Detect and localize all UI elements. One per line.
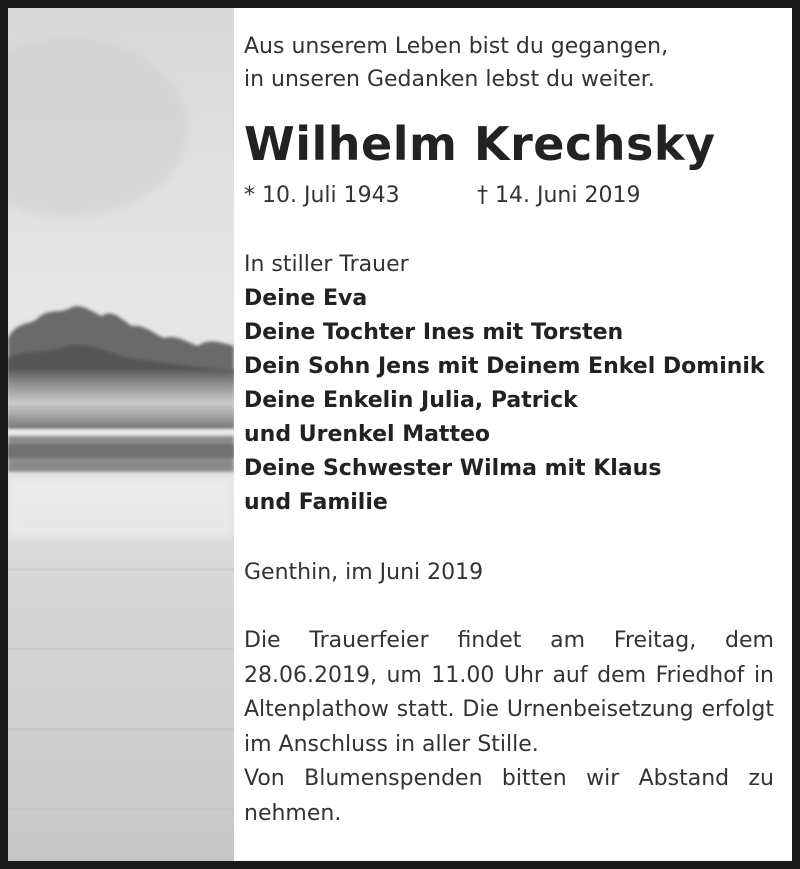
flowers-note: Von Blumenspenden bitten wir Abstand zu nehmen. [244, 766, 774, 826]
mourner-line: Deine Schwester Wilma mit Klaus [244, 456, 662, 481]
mourners-list [244, 282, 774, 520]
mourner-line: Deine Eva [244, 286, 368, 311]
misty-lake-image [8, 8, 234, 861]
deceased-name: Wilhelm Krechsky [244, 117, 716, 171]
verse [244, 30, 774, 96]
birth-date: * 10. Juli 1943 [244, 183, 400, 208]
mourner-line: Deine Tochter Ines mit Torsten [244, 320, 624, 345]
funeral-notice [244, 624, 774, 831]
mourner-line: und Urenkel Matteo [244, 422, 490, 447]
life-dates [244, 180, 774, 212]
mourner-line: und Familie [244, 490, 388, 515]
place-and-date: Genthin, im Juni 2019 [244, 560, 484, 585]
mourning-intro: In stiller Trauer [244, 252, 409, 277]
misty-lake-photo [8, 8, 234, 861]
death-date: † 14. Juni 2019 [477, 183, 641, 208]
mourner-line: Dein Sohn Jens mit Deinem Enkel Dominik [244, 354, 765, 379]
verse-line-2: in unseren Gedanken lebst du weiter. [244, 67, 655, 92]
mourner-line: Deine Enkelin Julia, Patrick [244, 388, 578, 413]
funeral-details: Die Trauerfeier findet am Freitag, dem 28.06.2019, um 11.00 Uhr auf dem Friedhof in Altenplathow statt. Die Urnenbeisetzung erfolgt im Anschluss in aller Stille. [244, 628, 774, 757]
verse-line-1: Aus unserem Leben bist du gegangen, [244, 34, 669, 59]
obituary-text [244, 30, 774, 831]
